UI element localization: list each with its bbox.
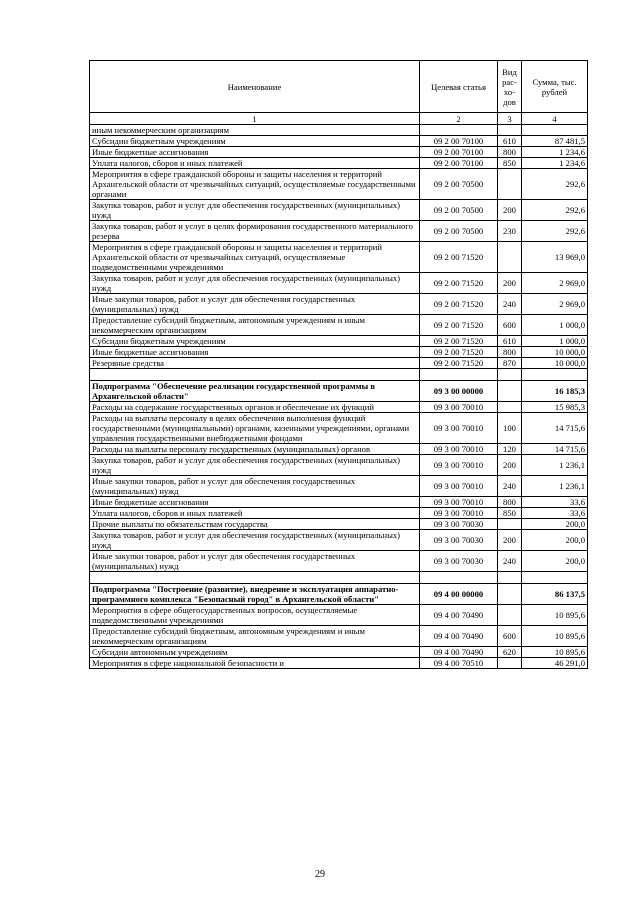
row-name	[90, 369, 420, 381]
row-expense-type: 850	[498, 508, 522, 519]
row-expense-type	[498, 402, 522, 413]
table-row	[90, 347, 588, 358]
row-sum: 10 000,0	[522, 358, 588, 369]
row-name: Иные закупки товаров, работ и услуг для обеспечения государственных (муниципальных) нужд	[90, 551, 420, 572]
subprogram-row	[90, 381, 588, 402]
row-expense-type	[498, 584, 522, 605]
row-name: Резервные средства	[90, 358, 420, 369]
table-row	[90, 221, 588, 242]
row-sum: 1 234,6	[522, 147, 588, 158]
row-name: Мероприятия в сфере гражданской обороны и защиты населения и территорий Архангельской области от чрезвычайных ситуаций, осуществляемые государственными органами	[90, 169, 420, 200]
table-row	[90, 402, 588, 413]
row-expense-type	[498, 658, 522, 669]
row-target-article: 09 2 00 71520	[420, 315, 498, 336]
table-row	[90, 658, 588, 669]
row-name: Расходы на содержание государственных органов и обеспечение их функций	[90, 402, 420, 413]
row-target-article: 09 4 00 70490	[420, 647, 498, 658]
row-name: Субсидии бюджетным учреждениям	[90, 336, 420, 347]
row-sum: 1 000,0	[522, 336, 588, 347]
row-name: Мероприятия в сфере гражданской обороны и защиты населения и территорий Архангельской области от чрезвычайных ситуаций, осуществляемые подведомственными учреждениями	[90, 242, 420, 273]
column-number: 1	[90, 113, 420, 125]
table-row	[90, 497, 588, 508]
row-sum	[522, 369, 588, 381]
row-target-article: 09 3 00 70010	[420, 402, 498, 413]
header-target-article: Целевая статья	[420, 61, 498, 113]
row-sum: 1 236,1	[522, 455, 588, 476]
column-number: 4	[522, 113, 588, 125]
row-name: Иные закупки товаров, работ и услуг для обеспечения государственных (муниципальных) нужд	[90, 476, 420, 497]
row-sum: 16 185,3	[522, 381, 588, 402]
row-sum: 200,0	[522, 519, 588, 530]
table-row	[90, 336, 588, 347]
row-sum: 10 895,6	[522, 647, 588, 658]
row-name: Иные бюджетные ассигнования	[90, 347, 420, 358]
row-sum: 200,0	[522, 530, 588, 551]
table-row	[90, 315, 588, 336]
table-row	[90, 158, 588, 169]
row-sum: 14 715,6	[522, 444, 588, 455]
row-expense-type: 230	[498, 221, 522, 242]
row-sum: 87 481,5	[522, 136, 588, 147]
row-name: Закупка товаров, работ и услуг для обеспечения государственных (муниципальных) нужд	[90, 273, 420, 294]
row-expense-type: 870	[498, 358, 522, 369]
row-expense-type	[498, 605, 522, 626]
column-number: 3	[498, 113, 522, 125]
row-target-article: 09 2 00 70500	[420, 221, 498, 242]
row-name: Иные закупки товаров, работ и услуг для обеспечения государственных (муниципальных) нужд	[90, 294, 420, 315]
table-row	[90, 551, 588, 572]
row-target-article: 09 2 00 71520	[420, 336, 498, 347]
table-row	[90, 136, 588, 147]
row-target-article: 09 2 00 70100	[420, 147, 498, 158]
spacer-row	[90, 369, 588, 381]
table-row	[90, 605, 588, 626]
row-sum	[522, 125, 588, 136]
row-sum: 10 000,0	[522, 347, 588, 358]
row-expense-type: 850	[498, 158, 522, 169]
row-target-article: 09 3 00 70030	[420, 530, 498, 551]
row-name: Уплата налогов, сборов и иных платежей	[90, 508, 420, 519]
row-sum: 13 969,0	[522, 242, 588, 273]
row-expense-type: 240	[498, 551, 522, 572]
row-expense-type	[498, 381, 522, 402]
row-expense-type: 120	[498, 444, 522, 455]
row-target-article: 09 2 00 70100	[420, 136, 498, 147]
table-row	[90, 444, 588, 455]
budget-table	[89, 60, 588, 669]
row-name: Закупка товаров, работ и услуг в целях формирования государственного материального резерва	[90, 221, 420, 242]
row-expense-type	[498, 242, 522, 273]
column-number: 2	[420, 113, 498, 125]
row-name: Предоставление субсидий бюджетным, автономным учреждениям и иным некоммерческим организациям	[90, 626, 420, 647]
row-expense-type	[498, 125, 522, 136]
row-expense-type: 240	[498, 294, 522, 315]
table-row	[90, 273, 588, 294]
row-name: Закупка товаров, работ и услуг для обеспечения государственных (муниципальных) нужд	[90, 530, 420, 551]
row-expense-type: 200	[498, 455, 522, 476]
row-target-article: 09 2 00 71520	[420, 242, 498, 273]
row-target-article: 09 3 00 70010	[420, 497, 498, 508]
row-sum: 14 715,6	[522, 413, 588, 444]
row-sum: 1 000,0	[522, 315, 588, 336]
row-target-article: 09 2 00 70500	[420, 169, 498, 200]
row-sum: 46 291,0	[522, 658, 588, 669]
row-expense-type: 100	[498, 413, 522, 444]
table-row	[90, 200, 588, 221]
row-sum: 292,6	[522, 221, 588, 242]
row-expense-type: 200	[498, 200, 522, 221]
row-target-article: 09 3 00 70030	[420, 551, 498, 572]
row-sum: 2 969,0	[522, 273, 588, 294]
row-expense-type: 600	[498, 626, 522, 647]
table-row	[90, 530, 588, 551]
subprogram-row	[90, 584, 588, 605]
row-expense-type: 620	[498, 647, 522, 658]
column-number-row	[90, 113, 588, 125]
row-target-article: 09 2 00 71520	[420, 358, 498, 369]
table-row	[90, 476, 588, 497]
row-expense-type: 800	[498, 347, 522, 358]
row-name: Подпрограмма "Обеспечение реализации государственной программы в Архангельской области"	[90, 381, 420, 402]
row-sum: 33,6	[522, 497, 588, 508]
table-row	[90, 519, 588, 530]
table-row	[90, 169, 588, 200]
row-name: Иные бюджетные ассигнования	[90, 497, 420, 508]
row-sum: 15 985,3	[522, 402, 588, 413]
row-expense-type: 600	[498, 315, 522, 336]
row-expense-type: 610	[498, 136, 522, 147]
row-target-article: 09 2 00 71520	[420, 347, 498, 358]
row-target-article: 09 3 00 70010	[420, 455, 498, 476]
row-name: Расходы на выплаты персоналу государственных (муниципальных) органов	[90, 444, 420, 455]
row-name: Уплата налогов, сборов и иных платежей	[90, 158, 420, 169]
row-sum: 10 895,6	[522, 626, 588, 647]
row-target-article	[420, 369, 498, 381]
row-expense-type: 200	[498, 530, 522, 551]
row-name: Прочие выплаты по обязательствам государства	[90, 519, 420, 530]
row-target-article	[420, 572, 498, 584]
row-expense-type: 200	[498, 273, 522, 294]
table-row	[90, 242, 588, 273]
row-target-article: 09 3 00 70010	[420, 508, 498, 519]
row-target-article: 09 4 00 70490	[420, 605, 498, 626]
row-target-article: 09 4 00 00000	[420, 584, 498, 605]
row-target-article: 09 2 00 71520	[420, 273, 498, 294]
row-sum: 86 137,5	[522, 584, 588, 605]
row-name: Субсидии бюджетным учреждениям	[90, 136, 420, 147]
spacer-row	[90, 572, 588, 584]
row-target-article: 09 2 00 70100	[420, 158, 498, 169]
row-expense-type	[498, 572, 522, 584]
table-row	[90, 147, 588, 158]
row-expense-type	[498, 169, 522, 200]
row-target-article	[420, 125, 498, 136]
row-target-article: 09 4 00 70510	[420, 658, 498, 669]
table-row	[90, 125, 588, 136]
table-row	[90, 413, 588, 444]
row-target-article: 09 3 00 70030	[420, 519, 498, 530]
row-expense-type: 610	[498, 336, 522, 347]
row-expense-type: 800	[498, 147, 522, 158]
row-target-article: 09 2 00 70500	[420, 200, 498, 221]
table-row	[90, 626, 588, 647]
row-target-article: 09 3 00 70010	[420, 413, 498, 444]
row-target-article: 09 4 00 70490	[420, 626, 498, 647]
table-row	[90, 294, 588, 315]
row-name: Подпрограмма "Построение (развитие), внедрение и эксплуатация аппаратно-программного комплекса "Безопасный город" в Архангельской области"	[90, 584, 420, 605]
header-name: Наименование	[90, 61, 420, 113]
row-sum: 1 234,6	[522, 158, 588, 169]
page-number: 29	[315, 869, 325, 880]
row-sum	[522, 572, 588, 584]
row-sum: 2 969,0	[522, 294, 588, 315]
header-expense-type: Вид рас-хо-дов	[498, 61, 522, 113]
row-expense-type	[498, 519, 522, 530]
header-row	[90, 61, 588, 113]
row-sum: 200,0	[522, 551, 588, 572]
row-target-article: 09 3 00 00000	[420, 381, 498, 402]
row-name: Субсидии автономным учреждениям	[90, 647, 420, 658]
row-name: Мероприятия в сфере общегосударственных вопросов, осуществляемые подведомственными учреждениями	[90, 605, 420, 626]
row-name: Расходы на выплаты персоналу в целях обеспечения выполнения функций государственными (муниципальными) органами, казенными учреждениями, органами управления государственными внебюджетными фондами	[90, 413, 420, 444]
row-name: Закупка товаров, работ и услуг для обеспечения государственных (муниципальных) нужд	[90, 200, 420, 221]
row-sum: 1 236,1	[522, 476, 588, 497]
table-row	[90, 508, 588, 519]
row-sum: 292,6	[522, 169, 588, 200]
table-row	[90, 647, 588, 658]
row-sum: 292,6	[522, 200, 588, 221]
header-sum: Сумма, тыс. рублей	[522, 61, 588, 113]
row-name: Предоставление субсидий бюджетным, автономным учреждениям и иным некоммерческим организациям	[90, 315, 420, 336]
table-row	[90, 455, 588, 476]
row-target-article: 09 3 00 70010	[420, 476, 498, 497]
row-name: Иные бюджетные ассигнования	[90, 147, 420, 158]
table-body	[90, 125, 588, 669]
row-expense-type: 800	[498, 497, 522, 508]
row-name: Закупка товаров, работ и услуг для обеспечения государственных (муниципальных) нужд	[90, 455, 420, 476]
row-name: Мероприятия в сфере национальной безопасности и	[90, 658, 420, 669]
row-sum: 10 895,6	[522, 605, 588, 626]
row-name	[90, 572, 420, 584]
row-target-article: 09 2 00 71520	[420, 294, 498, 315]
row-target-article: 09 3 00 70010	[420, 444, 498, 455]
row-expense-type: 240	[498, 476, 522, 497]
row-sum: 33,6	[522, 508, 588, 519]
row-expense-type	[498, 369, 522, 381]
row-name: иным некоммерческим организациям	[90, 125, 420, 136]
table-row	[90, 358, 588, 369]
